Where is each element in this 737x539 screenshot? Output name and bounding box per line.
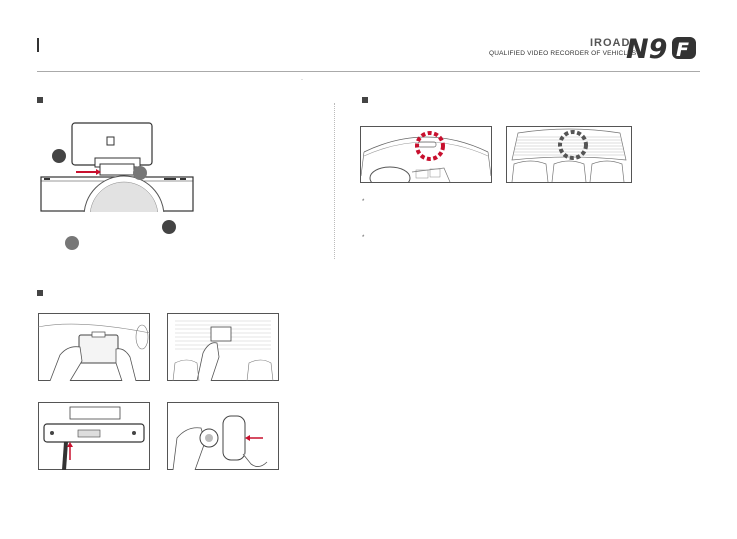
- header-rule: [37, 71, 700, 72]
- marker-dark-circle: [162, 220, 176, 234]
- model-logo: [626, 32, 701, 62]
- note-marker-1: *: [362, 199, 365, 205]
- install-step-2-panel: [167, 313, 279, 381]
- brand-tagline: QUALIFIED VIDEO RECORDER OF VEHICLES: [489, 50, 637, 57]
- windshield-rear-panel: [506, 126, 632, 183]
- svg-text:F: F: [676, 39, 689, 61]
- section-marker-install: [37, 290, 43, 296]
- center-dot: ·: [301, 77, 303, 83]
- brand-name: IROAD: [590, 37, 631, 49]
- windshield-front-panel: [360, 126, 492, 183]
- section-marker-position: [362, 97, 368, 103]
- marker-gray-circle: [65, 236, 79, 250]
- section-marker-mount: [37, 97, 43, 103]
- install-step-1-panel: [38, 313, 150, 381]
- header-divider-bar: [37, 38, 39, 52]
- camera-mount-illustration: [40, 120, 200, 212]
- install-step-3-panel: [38, 402, 150, 470]
- section-divider: [334, 103, 335, 259]
- svg-text:N9: N9: [626, 34, 668, 62]
- install-step-4-panel: [167, 402, 279, 470]
- note-marker-2: *: [362, 235, 365, 241]
